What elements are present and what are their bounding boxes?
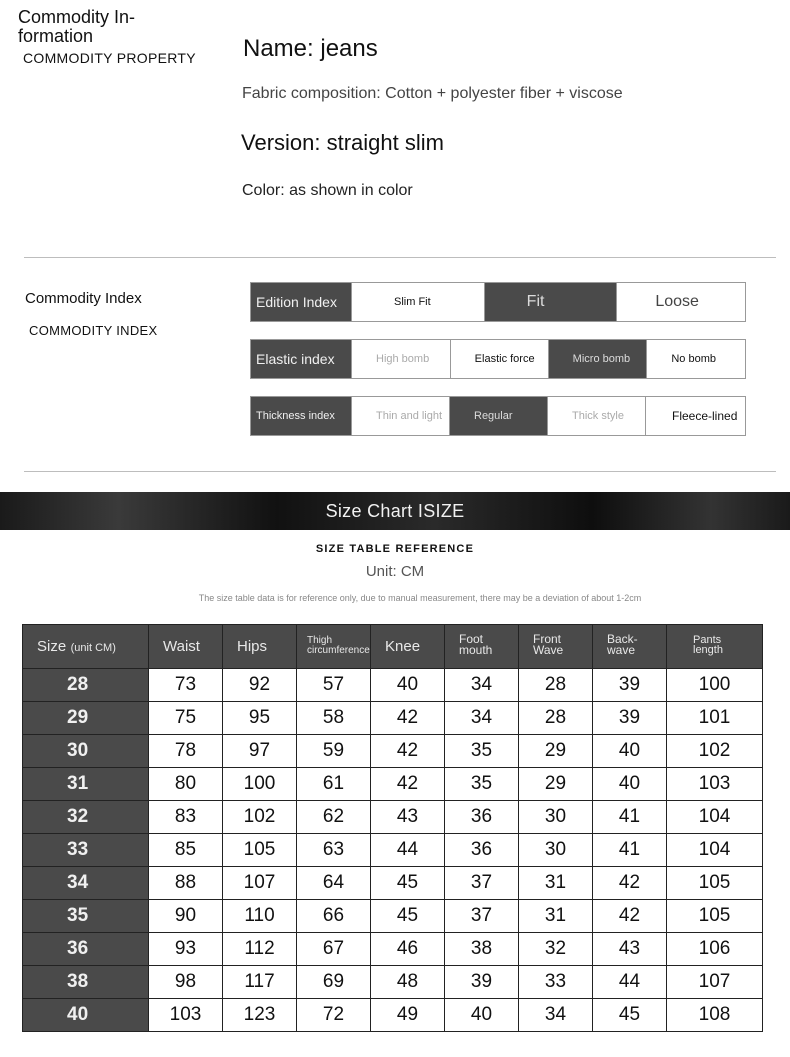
index-option-selected: Fit	[484, 283, 617, 321]
cell-front-wave: 31	[519, 867, 593, 900]
cell-thigh: 57	[297, 669, 371, 702]
cell-thigh: 66	[297, 900, 371, 933]
cell-thigh: 61	[297, 768, 371, 801]
cell-knee: 42	[371, 702, 445, 735]
cell-front-wave: 29	[519, 735, 593, 768]
cell-back-wave: 39	[593, 702, 667, 735]
thickness-index-row	[250, 396, 746, 436]
elastic-index-row	[250, 339, 746, 379]
cell-waist: 78	[149, 735, 223, 768]
cell-size: 32	[23, 801, 149, 834]
cell-foot-mouth: 36	[445, 801, 519, 834]
cell-knee: 43	[371, 801, 445, 834]
cell-foot-mouth: 34	[445, 702, 519, 735]
commodity-property-subheading: COMMODITY PROPERTY	[23, 50, 196, 66]
index-option: No bomb	[646, 340, 745, 378]
header-pants-length	[667, 625, 763, 669]
cell-hips: 117	[223, 966, 297, 999]
table-row	[23, 834, 763, 867]
cell-front-wave: 30	[519, 801, 593, 834]
commodity-index-heading: Commodity Index	[25, 290, 142, 307]
cell-hips: 102	[223, 801, 297, 834]
table-row	[23, 735, 763, 768]
header-knee-label: Knee	[385, 637, 421, 655]
size-chart-banner	[0, 492, 790, 530]
cell-waist: 75	[149, 702, 223, 735]
table-row	[23, 933, 763, 966]
cell-foot-mouth: 38	[445, 933, 519, 966]
cell-back-wave: 41	[593, 834, 667, 867]
cell-thigh: 69	[297, 966, 371, 999]
cell-thigh: 58	[297, 702, 371, 735]
table-header-row	[23, 625, 763, 669]
header-foot-mouth	[445, 625, 519, 669]
cell-back-wave: 40	[593, 768, 667, 801]
cell-front-wave: 28	[519, 669, 593, 702]
cell-knee: 45	[371, 900, 445, 933]
size-table-reference: SIZE TABLE REFERENCE	[315, 543, 475, 555]
cell-waist: 93	[149, 933, 223, 966]
product-name: Name: jeans	[243, 35, 378, 62]
header-back-wave-label: Back-wave	[607, 632, 638, 657]
header-hips-label: Hips	[237, 637, 268, 655]
cell-thigh: 63	[297, 834, 371, 867]
cell-back-wave: 41	[593, 801, 667, 834]
header-size-label: Size	[37, 637, 67, 655]
cell-size: 29	[23, 702, 149, 735]
cell-knee: 45	[371, 867, 445, 900]
cell-thigh: 72	[297, 999, 371, 1032]
cell-knee: 49	[371, 999, 445, 1032]
cell-pants-length: 100	[667, 669, 763, 702]
heading-line-1: Commodity In-	[18, 7, 136, 27]
cell-hips: 105	[223, 834, 297, 867]
table-row	[23, 999, 763, 1032]
cell-size: 33	[23, 834, 149, 867]
cell-size: 31	[23, 768, 149, 801]
size-note: The size table data is for reference only, due to manual measurement, there may be a deviation of about 1-2cm	[198, 593, 642, 603]
cell-pants-length: 106	[667, 933, 763, 966]
cell-foot-mouth: 35	[445, 768, 519, 801]
header-thigh	[297, 625, 371, 669]
index-option: Thin and light	[351, 397, 449, 435]
index-option-selected: Micro bomb	[548, 340, 647, 378]
cell-size: 40	[23, 999, 149, 1032]
cell-thigh: 67	[297, 933, 371, 966]
cell-foot-mouth: 39	[445, 966, 519, 999]
cell-foot-mouth: 40	[445, 999, 519, 1032]
cell-knee: 42	[371, 735, 445, 768]
cell-waist: 88	[149, 867, 223, 900]
cell-hips: 92	[223, 669, 297, 702]
table-row	[23, 801, 763, 834]
table-row	[23, 768, 763, 801]
section-divider	[24, 257, 776, 258]
cell-pants-length: 104	[667, 801, 763, 834]
size-table-body	[23, 669, 763, 1032]
header-front-wave	[519, 625, 593, 669]
cell-back-wave: 44	[593, 966, 667, 999]
section-divider	[24, 471, 776, 472]
cell-foot-mouth: 34	[445, 669, 519, 702]
cell-front-wave: 33	[519, 966, 593, 999]
table-row	[23, 867, 763, 900]
cell-front-wave: 32	[519, 933, 593, 966]
cell-size: 38	[23, 966, 149, 999]
table-row	[23, 702, 763, 735]
commodity-information-heading	[18, 8, 168, 46]
cell-hips: 123	[223, 999, 297, 1032]
cell-front-wave: 34	[519, 999, 593, 1032]
cell-pants-length: 103	[667, 768, 763, 801]
cell-waist: 73	[149, 669, 223, 702]
header-waist	[149, 625, 223, 669]
table-row	[23, 966, 763, 999]
cell-front-wave: 29	[519, 768, 593, 801]
cell-size: 36	[23, 933, 149, 966]
index-row-label: Edition Index	[251, 283, 351, 321]
cell-hips: 97	[223, 735, 297, 768]
cell-pants-length: 105	[667, 867, 763, 900]
product-version: Version: straight slim	[241, 130, 444, 155]
header-front-wave-label: Front Wave	[533, 632, 564, 657]
cell-pants-length: 107	[667, 966, 763, 999]
size-table	[22, 624, 763, 1032]
cell-hips: 107	[223, 867, 297, 900]
cell-front-wave: 31	[519, 900, 593, 933]
cell-waist: 80	[149, 768, 223, 801]
size-chart-title: Size Chart ISIZE	[325, 500, 465, 521]
cell-size: 35	[23, 900, 149, 933]
cell-foot-mouth: 37	[445, 900, 519, 933]
cell-knee: 46	[371, 933, 445, 966]
header-hips	[223, 625, 297, 669]
cell-foot-mouth: 35	[445, 735, 519, 768]
cell-knee: 44	[371, 834, 445, 867]
cell-hips: 110	[223, 900, 297, 933]
cell-back-wave: 45	[593, 999, 667, 1032]
cell-size: 28	[23, 669, 149, 702]
cell-size: 30	[23, 735, 149, 768]
product-color: Color: as shown in color	[242, 182, 413, 199]
cell-waist: 83	[149, 801, 223, 834]
cell-back-wave: 43	[593, 933, 667, 966]
commodity-index-subheading: COMMODITY INDEX	[29, 323, 158, 338]
cell-hips: 112	[223, 933, 297, 966]
header-pants-length-label: Pants length	[693, 634, 723, 656]
cell-thigh: 59	[297, 735, 371, 768]
cell-front-wave: 30	[519, 834, 593, 867]
cell-waist: 85	[149, 834, 223, 867]
cell-foot-mouth: 37	[445, 867, 519, 900]
edition-index-row	[250, 282, 746, 322]
table-row	[23, 669, 763, 702]
cell-thigh: 64	[297, 867, 371, 900]
cell-knee: 40	[371, 669, 445, 702]
index-option: High bomb	[351, 340, 450, 378]
cell-waist: 90	[149, 900, 223, 933]
table-row	[23, 900, 763, 933]
cell-back-wave: 40	[593, 735, 667, 768]
cell-front-wave: 28	[519, 702, 593, 735]
cell-hips: 100	[223, 768, 297, 801]
fabric-composition: Fabric composition: Cotton + polyester fiber + viscose	[242, 85, 623, 102]
header-knee	[371, 625, 445, 669]
cell-knee: 42	[371, 768, 445, 801]
unit-label: Unit: CM	[365, 563, 425, 580]
cell-waist: 98	[149, 966, 223, 999]
cell-back-wave: 42	[593, 900, 667, 933]
cell-knee: 48	[371, 966, 445, 999]
cell-back-wave: 39	[593, 669, 667, 702]
index-row-label: Thickness index	[251, 397, 351, 435]
header-thigh-label: Thigh circumference	[307, 634, 370, 656]
heading-line-2: formation	[18, 26, 94, 46]
cell-pants-length: 102	[667, 735, 763, 768]
header-waist-label: Waist	[163, 637, 200, 655]
cell-waist: 103	[149, 999, 223, 1032]
index-row-label: Elastic index	[251, 340, 351, 378]
header-size-unit: (unit CM)	[70, 641, 116, 654]
header-foot-mouth-label: Foot mouth	[459, 632, 493, 657]
cell-pants-length: 101	[667, 702, 763, 735]
cell-size: 34	[23, 867, 149, 900]
cell-hips: 95	[223, 702, 297, 735]
cell-pants-length: 108	[667, 999, 763, 1032]
cell-pants-length: 105	[667, 900, 763, 933]
header-back-wave	[593, 625, 667, 669]
index-option: Thick style	[547, 397, 645, 435]
cell-back-wave: 42	[593, 867, 667, 900]
cell-thigh: 62	[297, 801, 371, 834]
index-option: Loose	[616, 283, 745, 321]
cell-foot-mouth: 36	[445, 834, 519, 867]
index-option: Fleece-lined	[645, 397, 745, 435]
index-option: Slim Fit	[351, 283, 484, 321]
index-option: Elastic force	[450, 340, 548, 378]
cell-pants-length: 104	[667, 834, 763, 867]
header-size	[23, 625, 149, 669]
index-option-selected: Regular	[449, 397, 547, 435]
